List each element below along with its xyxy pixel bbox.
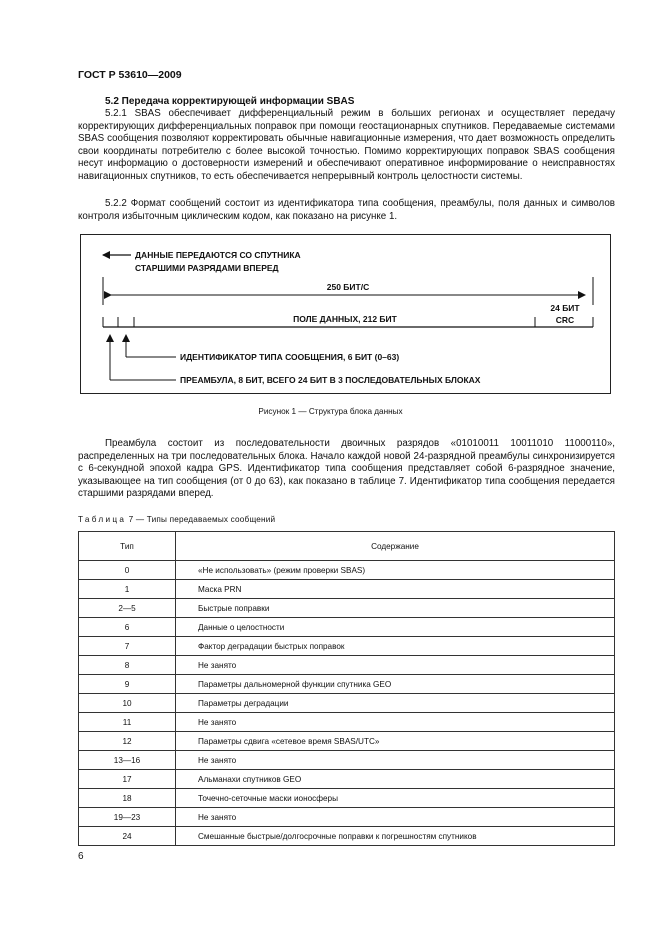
paragraph-5-2-1: 5.2.1 SBAS обеспечивает дифференциальный режим в больших регионах и осуществляет передачу корректирующих дифференциальных поправок при помощи геостационарных спутников. Передаваемые системами SBAS сообщения позволяют корректировать обычные навигационные измерения, что дает возможность определить свои координаты потребителю с более высокой точностью. Помимо корректирующих поправок SBAS сообщения несут информацию о достоверности измерений и обеспечивают оперативное информирование о неисправностях навигационных спутников, то есть обеспечивается непрерывный контроль целостности системы.	[78, 108, 615, 182]
content-cell: Данные о целостности	[176, 618, 615, 637]
content-cell: Маска PRN	[176, 580, 615, 599]
content-cell: Фактор деградации быстрых поправок	[176, 637, 615, 656]
content-cell: Смешанные быстрые/долгосрочные поправки к погрешностям спутников	[176, 827, 615, 846]
content-cell: Не занято	[176, 751, 615, 770]
section-title: 5.2 Передача корректирующей информации SBAS	[105, 96, 355, 107]
table-row	[79, 675, 615, 694]
content-cell: Не занято	[176, 713, 615, 732]
content-cell: Не занято	[176, 656, 615, 675]
type-cell: 9	[79, 675, 176, 694]
type-cell: 2—5	[79, 599, 176, 618]
type-cell: 24	[79, 827, 176, 846]
preamble-label: ПРЕАМБУЛА, 8 БИТ, ВСЕГО 24 БИТ В 3 ПОСЛЕДОВАТЕЛЬНЫХ БЛОКАХ	[180, 375, 481, 385]
content-cell: «Не использовать» (режим проверки SBAS)	[176, 561, 615, 580]
data-block-figure	[80, 234, 611, 394]
content-cell: Не занято	[176, 808, 615, 827]
type-cell: 13—16	[79, 751, 176, 770]
direction-label-line1: ДАННЫЕ ПЕРЕДАЮТСЯ СО СПУТНИКА	[135, 250, 301, 260]
content-cell: Быстрые поправки	[176, 599, 615, 618]
total-rate-label: 250 БИТ/С	[326, 282, 370, 292]
table-row	[79, 770, 615, 789]
table-row	[79, 561, 615, 580]
header-type: Тип	[79, 532, 176, 561]
type-cell: 17	[79, 770, 176, 789]
type-cell: 11	[79, 713, 176, 732]
table-row	[79, 656, 615, 675]
table-row	[79, 618, 615, 637]
paragraph-preamble: Преамбула состоит из последовательности двоичных разрядов «01010011 10011010 11000110», распределенных на три последовательных блока. Начало каждой новой 24-разрядной преамбулы синхронизируется с 6-секундной эпохой кадра GPS. Идентификатор типа сообщения представляет собой 6-разрядное значение, указывающее на тип сообщения (от 0 до 63), как показано в таблице 7. Идентификатор типа сообщения передается старшими разрядами вперед.	[78, 438, 615, 499]
table-row	[79, 599, 615, 618]
page-number: 6	[78, 851, 84, 862]
table-row	[79, 713, 615, 732]
header-content: Содержание	[176, 532, 615, 561]
table-row	[79, 580, 615, 599]
type-id-label: ИДЕНТИФИКАТОР ТИПА СООБЩЕНИЯ, 6 БИТ (0–63)	[180, 352, 400, 362]
table-title-prefix: Таблица	[78, 515, 127, 524]
type-cell: 6	[79, 618, 176, 637]
type-cell: 8	[79, 656, 176, 675]
type-cell: 7	[79, 637, 176, 656]
table-header-row	[79, 532, 615, 561]
type-cell: 0	[79, 561, 176, 580]
table-row	[79, 694, 615, 713]
table-row	[79, 751, 615, 770]
data-field-label: ПОЛЕ ДАННЫХ, 212 БИТ	[293, 314, 397, 324]
paragraph-5-2-2: 5.2.2 Формат сообщений состоит из идентификатора типа сообщения, преамбулы, поля данных и символов контроля избыточным циклическим кодом, как показано на рисунке 1.	[78, 198, 615, 222]
type-cell: 18	[79, 789, 176, 808]
content-cell: Параметры дальномерной функции спутника GEO	[176, 675, 615, 694]
direction-label-line2: СТАРШИМИ РАЗРЯДАМИ ВПЕРЕД	[135, 263, 279, 273]
data-block-diagram	[81, 235, 610, 393]
document-code-header: ГОСТ Р 53610—2009	[78, 69, 182, 81]
table-title-rest: 7 — Типы передаваемых сообщений	[126, 515, 276, 524]
message-types-table	[78, 531, 615, 846]
content-cell: Параметры сдвига «сетевое время SBAS/UTC»	[176, 732, 615, 751]
table-title	[78, 515, 275, 524]
type-cell: 12	[79, 732, 176, 751]
table-row	[79, 637, 615, 656]
type-cell: 10	[79, 694, 176, 713]
figure-caption: Рисунок 1 — Структура блока данных	[258, 407, 403, 416]
content-cell: Параметры деградации	[176, 694, 615, 713]
content-cell: Точечно-сеточные маски ионосферы	[176, 789, 615, 808]
crc-label-line1: 24 БИТ	[550, 303, 580, 313]
content-cell: Альманахи спутников GEO	[176, 770, 615, 789]
type-cell: 1	[79, 580, 176, 599]
table-row	[79, 827, 615, 846]
table-row	[79, 732, 615, 751]
table-row	[79, 789, 615, 808]
type-cell: 19—23	[79, 808, 176, 827]
table-row	[79, 808, 615, 827]
crc-label-line2: CRC	[555, 315, 575, 325]
